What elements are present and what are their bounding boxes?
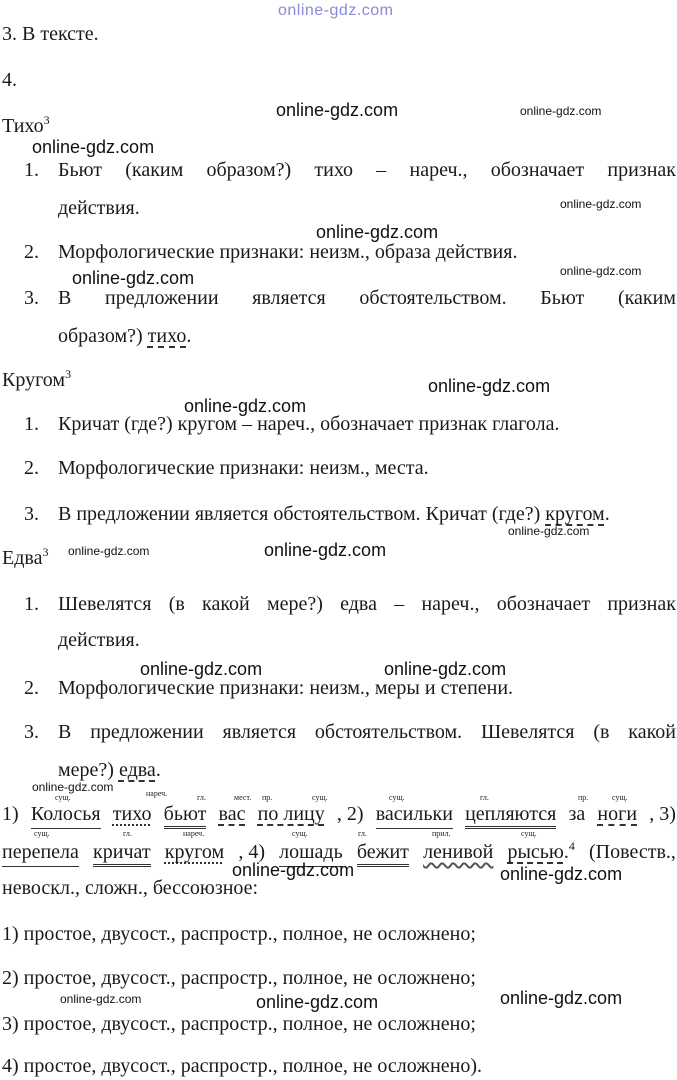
sentence-line-1: 1) Колосья тихо бьют вас по лицу , 2) васильки цепляются за ноги , 3) bbox=[2, 802, 676, 829]
point-line: Шевелятся (в какой мере?) едва – нареч., обозначает признак bbox=[58, 593, 676, 615]
point-number: 2. bbox=[24, 677, 39, 699]
point-line: В предложении является обстоятельством. Шевелятся (в какой bbox=[58, 721, 676, 743]
point-number: 1. bbox=[24, 159, 39, 181]
pos-label: сущ. bbox=[292, 829, 308, 838]
pos-label: гл. bbox=[197, 793, 206, 802]
pos-label: пр. bbox=[578, 793, 589, 802]
sentence-line-3: невоскл., сложн., бессоюзное: bbox=[2, 877, 259, 899]
point-line: Морфологические признаки: неизм., меры и степени. bbox=[58, 677, 514, 699]
watermark: online-gdz.com bbox=[500, 988, 623, 1008]
watermark: online-gdz.com bbox=[508, 524, 590, 538]
pos-label: сущ. bbox=[612, 793, 628, 802]
pos-label: гл. bbox=[480, 793, 489, 802]
sentence-line-2: перепела кричат кругом , 4) лошадь бежит ленивой рысью.$^4$ (Повеств., bbox=[2, 840, 676, 867]
point-number: 3. bbox=[24, 503, 39, 525]
watermark: online-gdz.com bbox=[384, 659, 507, 679]
watermark: online-gdz.com bbox=[232, 860, 355, 880]
pos-label: пр. bbox=[262, 793, 273, 802]
watermark: online-gdz.com bbox=[184, 396, 307, 416]
point-number: 1. bbox=[24, 593, 39, 615]
watermark-top: online-gdz.com bbox=[278, 2, 394, 19]
sentence-part: 4) простое, двусост., распростр., полное, не осложнено). bbox=[2, 1055, 483, 1077]
watermark: online-gdz.com bbox=[520, 104, 602, 118]
pos-label: сущ. bbox=[389, 793, 405, 802]
pos-label: нареч. bbox=[183, 829, 205, 838]
watermark: online-gdz.com bbox=[276, 100, 399, 120]
pos-label: мест. bbox=[234, 793, 252, 802]
point-line: Кричат (где?) кругом – нареч., обозначает признак глагола. bbox=[58, 413, 560, 435]
sentence-part: 2) простое, двусост., распростр., полное, не осложнено; bbox=[2, 967, 476, 989]
point-line: В предложении является обстоятельством. Кричат (где?) кругом. bbox=[58, 503, 610, 525]
point-line-2: образом?) тихо. bbox=[58, 325, 192, 347]
point-number: 2. bbox=[24, 457, 39, 479]
watermark: online-gdz.com bbox=[500, 864, 623, 884]
sentence-part: 3) простое, двусост., распростр., полное, не осложнено; bbox=[2, 1013, 476, 1035]
watermark: online-gdz.com bbox=[428, 376, 551, 396]
pos-label: сущ. bbox=[521, 829, 537, 838]
item-4-label: 4. bbox=[2, 69, 17, 91]
watermark: online-gdz.com bbox=[316, 222, 439, 242]
word-title-tiho: Тихо$^3$ bbox=[2, 113, 50, 137]
pos-label: сущ. bbox=[34, 829, 50, 838]
watermark: online-gdz.com bbox=[264, 540, 387, 560]
word-title-krugom: Кругом$^3$ bbox=[2, 367, 72, 391]
watermark: online-gdz.com bbox=[32, 780, 114, 794]
point-number: 3. bbox=[24, 287, 39, 309]
point-number: 3. bbox=[24, 721, 39, 743]
point-line-2: мере?) едва. bbox=[58, 759, 161, 781]
point-line: Морфологические признаки: неизм., образа действия. bbox=[58, 241, 518, 263]
word-title-edva: Едва$^3$ bbox=[2, 545, 49, 569]
pos-label: гл. bbox=[358, 829, 367, 838]
point-line: Бьют (каким образом?) тихо – нареч., обозначает признак bbox=[58, 159, 676, 181]
watermark: online-gdz.com bbox=[560, 197, 642, 211]
item-3-text: 3. В тексте. bbox=[2, 23, 99, 45]
pos-label: сущ. bbox=[312, 793, 328, 802]
watermark: online-gdz.com bbox=[32, 137, 155, 157]
pos-label: гл. bbox=[123, 829, 132, 838]
pos-label: нареч. bbox=[146, 789, 168, 798]
watermark: online-gdz.com bbox=[60, 992, 142, 1006]
point-line: Морфологические признаки: неизм., места. bbox=[58, 457, 429, 479]
point-line-2: действия. bbox=[58, 197, 140, 219]
watermark: online-gdz.com bbox=[68, 544, 150, 558]
pos-label: сущ. bbox=[55, 793, 71, 802]
point-number: 1. bbox=[24, 413, 39, 435]
watermark: online-gdz.com bbox=[560, 264, 642, 278]
sentence-part: 1) простое, двусост., распростр., полное, не осложнено; bbox=[2, 923, 476, 945]
watermark: online-gdz.com bbox=[140, 659, 263, 679]
pos-label: прил. bbox=[432, 829, 451, 838]
watermark: online-gdz.com bbox=[256, 992, 379, 1012]
point-number: 2. bbox=[24, 241, 39, 263]
point-line: В предложении является обстоятельством. Бьют (каким bbox=[58, 287, 676, 309]
point-line-2: действия. bbox=[58, 629, 140, 651]
watermark: online-gdz.com bbox=[72, 268, 195, 288]
